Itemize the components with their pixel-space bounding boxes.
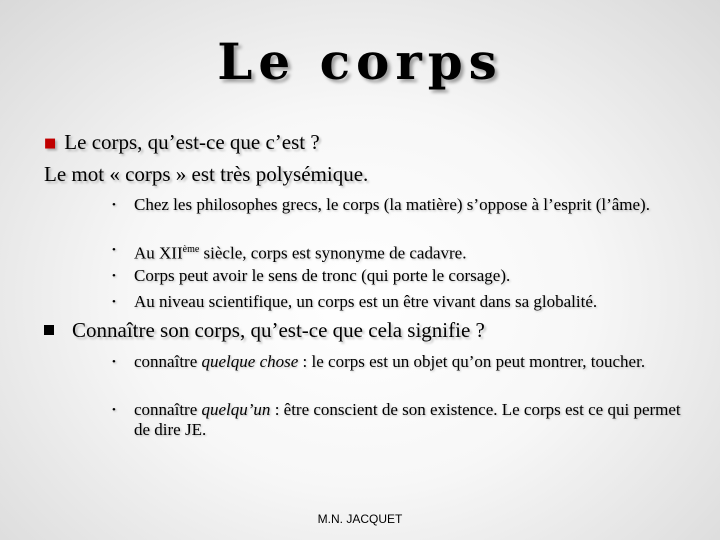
dot-bullet-icon: • bbox=[112, 404, 116, 416]
sub-bullet-text: connaître quelque chose : le corps est un objet qu’on peut montrer, toucher. bbox=[134, 352, 646, 371]
sub-bullet-text: Au XIIème siècle, corps est synonyme de cadavre. bbox=[134, 243, 467, 263]
sub-bullet-2 bbox=[112, 240, 682, 264]
dot-bullet-icon: • bbox=[112, 356, 116, 368]
slide-title: Le corps bbox=[217, 32, 503, 91]
sub-bullet-text: Corps peut avoir le sens de tronc (qui porte le corsage). bbox=[134, 266, 511, 285]
sub-bullet-text: Au niveau scientifique, un corps est un être vivant dans sa globalité. bbox=[134, 292, 598, 311]
black-square-bullet-icon bbox=[44, 325, 54, 335]
dot-bullet-icon: • bbox=[112, 244, 116, 256]
question-text: Le corps, qu’est-ce que c’est ? bbox=[64, 130, 320, 154]
footer-author: M.N. JACQUET bbox=[317, 512, 403, 526]
sub-bullet-1 bbox=[112, 195, 682, 215]
question-line bbox=[44, 130, 320, 155]
dot-bullet-icon: • bbox=[112, 199, 116, 211]
second-question-text: Connaître son corps, qu’est-ce que cela signifie ? bbox=[72, 318, 485, 342]
sub-bullet-3 bbox=[112, 266, 682, 286]
sub-bullet-6 bbox=[112, 400, 682, 440]
intro-line: Le mot « corps » est très polysémique. bbox=[44, 162, 369, 186]
second-question-line bbox=[44, 318, 485, 343]
dot-bullet-icon: • bbox=[112, 270, 116, 282]
sub-bullet-text: connaître quelqu’un : être conscient de son existence. Le corps est ce qui permet de dire JE. bbox=[134, 400, 681, 439]
sub-bullet-5 bbox=[112, 352, 682, 372]
red-square-bullet-icon: ■ bbox=[44, 136, 57, 151]
dot-bullet-icon: • bbox=[112, 296, 116, 308]
sub-bullet-text: Chez les philosophes grecs, le corps (la matière) s’oppose à l’esprit (l’âme). bbox=[134, 195, 650, 214]
sub-bullet-4 bbox=[112, 292, 682, 312]
